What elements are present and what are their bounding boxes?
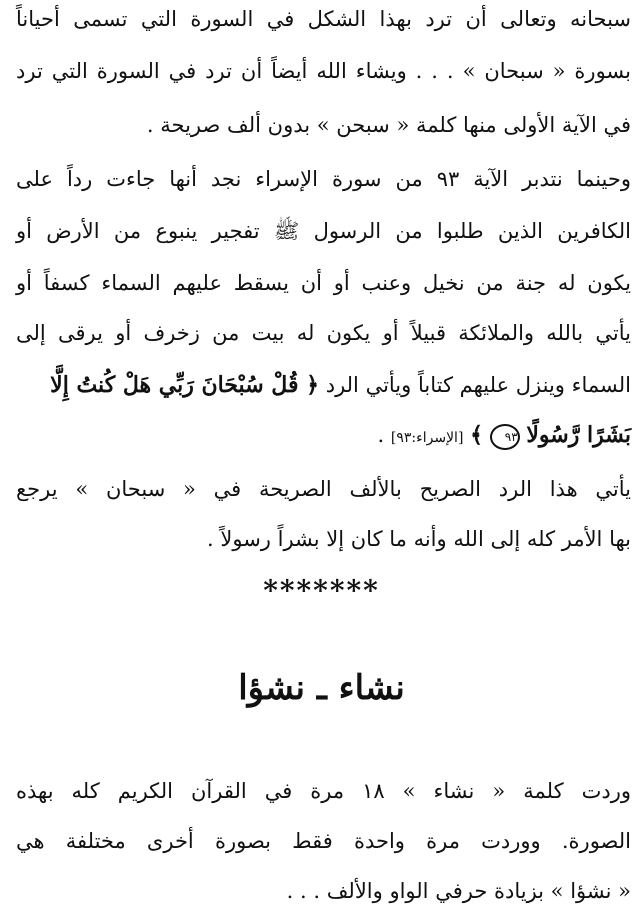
quran-close-bracket: ﴾ xyxy=(470,422,483,448)
verse-citation: [الإسراء:٩٣] xyxy=(390,430,464,446)
text-line: الكافرين الذين طلبوا من الرسول ﷺ تفجير ينبوع من الأرض أو xyxy=(16,219,631,243)
text-line: يكون له جنة من نخيل وعنب أو أن يسقط عليهم السماء كسفاً أو xyxy=(16,271,631,295)
quran-verse-continued: بَشَرًا رَّسُولًا xyxy=(526,422,631,448)
section-separator: ******* xyxy=(263,574,380,607)
text-line: الصورة. ووردت مرة واحدة فقط بصورة أخرى مختلفة هي xyxy=(16,829,631,853)
text-line: بسورة « سبحان » . . . ويشاء الله أيضاً أن ترد في السورة التي ترد xyxy=(16,59,631,83)
text-span: . xyxy=(377,423,385,447)
text-line: وحينما نتدبر الآية ٩٣ من سورة الإسراء نجد أنها جاءت رداً على xyxy=(16,167,631,191)
text-line: يأتي هذا الرد الصريح بالألف الصريحة في « سبحان » يرجع xyxy=(16,477,631,501)
text-line xyxy=(16,370,631,400)
text-line: « نشؤا » بزيادة حرفي الواو والألف . . . xyxy=(286,879,631,903)
text-line xyxy=(16,420,631,453)
text-line: في الآية الأولى منها كلمة « سبحن » بدون ألف صريحة . xyxy=(146,113,631,137)
text-line: سبحانه وتعالى أن ترد بهذا الشكل في السورة التي تسمى أحياناً xyxy=(16,7,631,31)
text-line: وردت كلمة « نشاء » ١٨ مرة في القرآن الكريم كله بهذه xyxy=(16,779,631,803)
quran-verse: ﴿ قُلْ سُبْحَانَ رَبِّي هَلْ كُنتُ إِلَّا xyxy=(50,372,320,398)
ayah-number-mark: ٩٣ xyxy=(490,424,520,450)
text-line: بها الأمر كله إلى الله وأنه ما كان إلا بشراً رسولاً . xyxy=(207,527,631,551)
text-line: يأتي بالله والملائكة قبيلاً أو يكون له بيت من زخرف أو يرقى إلى xyxy=(16,321,631,345)
text-span: السماء وينزل عليهم كتاباً ويأتي الرد xyxy=(325,373,631,397)
section-heading: نشاء ـ نشؤا xyxy=(238,668,405,708)
